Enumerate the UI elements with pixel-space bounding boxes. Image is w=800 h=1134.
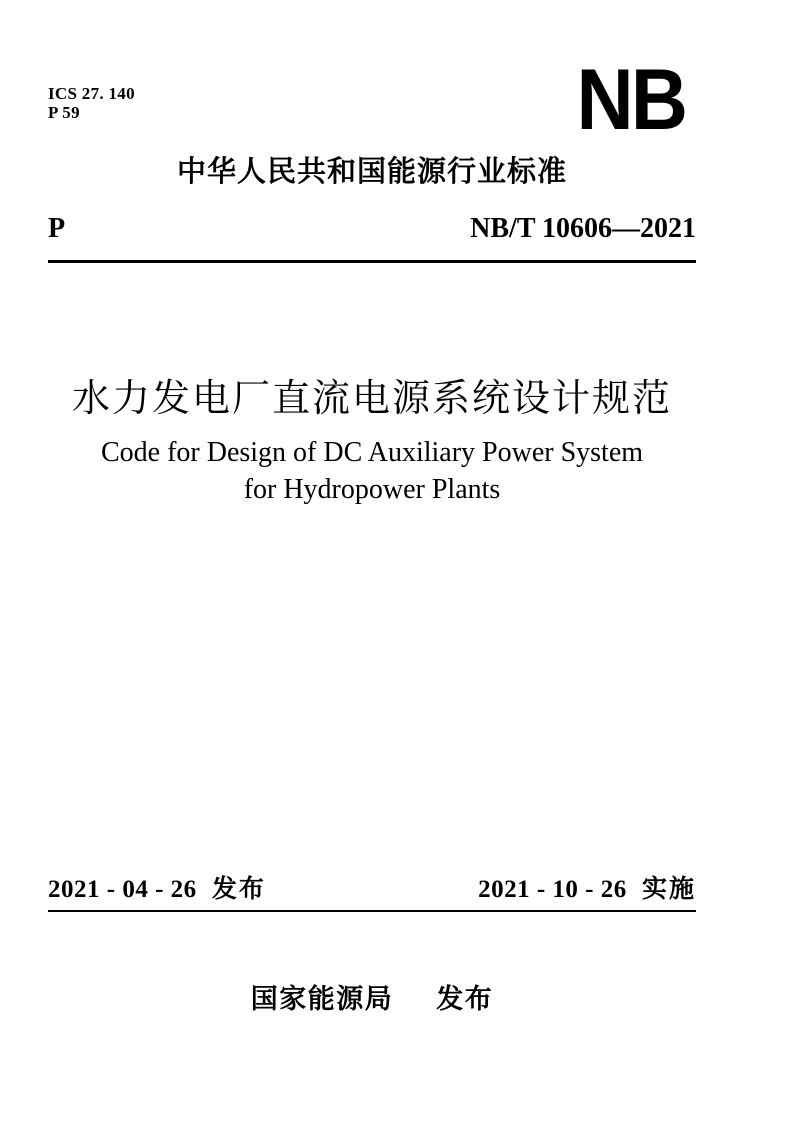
implementation-date-group bbox=[478, 874, 696, 905]
issue-date: 2021 - 04 - 26 bbox=[48, 876, 197, 903]
issue-date-group bbox=[48, 874, 266, 905]
footer-divider-rule bbox=[48, 910, 696, 912]
nb-logo: NB bbox=[576, 52, 685, 148]
implementation-date: 2021 - 10 - 26 bbox=[478, 876, 627, 903]
standard-title-chinese: 水力发电厂直流电源系统设计规范 bbox=[71, 378, 672, 420]
publisher-row bbox=[48, 984, 696, 1014]
publisher-name: 国家能源局 bbox=[250, 984, 394, 1014]
standard-code-row bbox=[48, 212, 696, 246]
issue-label: 发布 bbox=[211, 875, 266, 903]
publisher-action: 发布 bbox=[436, 984, 494, 1014]
ics-classification-block bbox=[48, 84, 135, 122]
english-title-line2: for Hydropower Plants bbox=[243, 474, 501, 505]
standard-category-title: 中华人民共和国能源行业标准 bbox=[176, 156, 567, 188]
implementation-label: 实施 bbox=[641, 875, 696, 903]
dates-row bbox=[48, 874, 696, 905]
document-classification: P 59 bbox=[48, 103, 80, 122]
class-letter: P bbox=[48, 213, 66, 244]
english-title-line1: Code for Design of DC Auxiliary Power System bbox=[100, 437, 644, 468]
header-divider-rule bbox=[48, 260, 696, 263]
standard-title-english bbox=[48, 434, 696, 508]
standard-number: NB/T 10606—2021 bbox=[470, 213, 696, 244]
ics-code: ICS 27. 140 bbox=[48, 84, 135, 103]
